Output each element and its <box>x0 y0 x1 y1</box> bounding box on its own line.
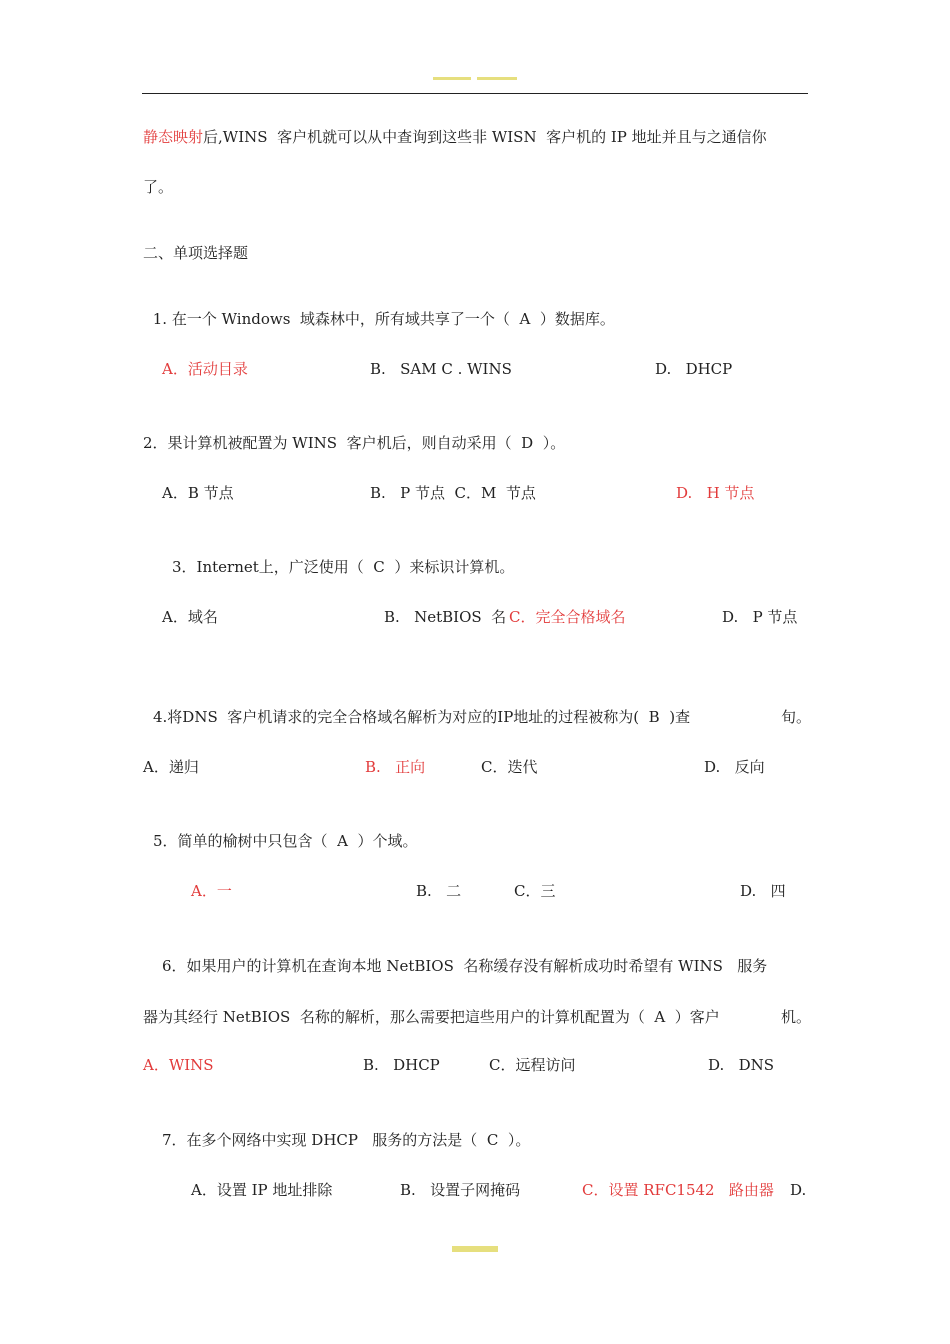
question-7-option-a: A．设置 IP 地址排除 <box>191 1181 333 1199</box>
question-3-option-d: D. P 节点 <box>722 608 798 626</box>
question-5-option-a: A．一 <box>191 882 232 900</box>
question-6-stem-tail: 机。 <box>781 1008 812 1026</box>
question-5-option-d: D. 四 <box>740 882 786 900</box>
question-4-option-c: C．迭代 <box>481 758 538 776</box>
question-2-stem: 2．果计算机被配置为 WINS 客户机后，则自动采用（ D ）。 <box>143 434 566 452</box>
question-7-option-d: D. <box>790 1181 807 1199</box>
question-6-stem-line-2: 器为其经行 NetBIOS 名称的解析，那么需要把這些用户的计算机配置为（ A ）客户 <box>143 1008 720 1026</box>
question-7-stem: 7．在多个网络中实现 DHCP 服务的方法是（ C ）。 <box>162 1131 531 1149</box>
question-6-option-b: B. DHCP <box>363 1056 440 1074</box>
question-3-stem: 3．Internet上，广泛使用（ C ）来标识计算机。 <box>172 558 515 576</box>
question-2-option-b: B. P 节点 C．M 节点 <box>370 484 536 502</box>
question-1-option-a: A．活动目录 <box>162 360 248 378</box>
footer-decoration <box>452 1246 498 1252</box>
question-2-option-a: A．B 节点 <box>162 484 234 502</box>
question-4-stem: 4.将DNS 客户机请求的完全合格域名解析为对应的IP地址的过程被称为( B )查 <box>153 708 691 726</box>
question-6-stem-line-1: 6．如果用户的计算机在查询本地 NetBIOS 名称缓存没有解析成功时希望有 WINS 服务 <box>162 957 768 975</box>
section-title: 二、单项选择题 <box>143 244 249 262</box>
question-3-option-a: A．域名 <box>162 608 218 626</box>
question-6-option-d: D. DNS <box>708 1056 774 1074</box>
question-5-stem: 5．简单的榆树中只包含（ A ）个域。 <box>153 832 418 850</box>
question-1-option-b: B. SAM C . WINS <box>370 360 512 378</box>
question-1-option-d: D. DHCP <box>655 360 733 378</box>
question-6-option-c: C．远程访问 <box>489 1056 576 1074</box>
intro-highlight: 静态映射 <box>143 128 204 146</box>
header-rule <box>142 93 808 94</box>
intro-line-1 <box>143 127 767 147</box>
question-5-option-c: C．三 <box>514 882 556 900</box>
question-7-option-c: C．设置 RFC1542 路由器 <box>582 1181 774 1199</box>
question-4-stem-tail: 旬。 <box>781 708 812 726</box>
question-6-option-a: A．WINS <box>143 1056 214 1074</box>
question-4-option-a: A．递归 <box>143 758 199 776</box>
question-7-option-b: B. 设置子网掩码 <box>400 1181 521 1199</box>
intro-line-2: 了。 <box>143 178 174 196</box>
question-1-stem: 1. 在一个 Windows 域森林中，所有域共享了一个（ A ）数据库。 <box>148 310 615 328</box>
question-3-option-c: C．完全合格域名 <box>509 608 626 626</box>
question-5-option-b: B. 二 <box>416 882 462 900</box>
question-4-option-d: D. 反向 <box>704 758 765 776</box>
intro-line-1-rest: 后,WINS 客户机就可以从中查询到这些非 WISN 客户机的 IP 地址并且与之通信你 <box>203 128 767 146</box>
question-3-option-b: B. NetBIOS 名 <box>384 608 507 626</box>
question-4-option-b: B. 正向 <box>365 758 426 776</box>
header-decoration <box>433 74 517 84</box>
question-2-option-d: D. H 节点 <box>676 484 755 502</box>
